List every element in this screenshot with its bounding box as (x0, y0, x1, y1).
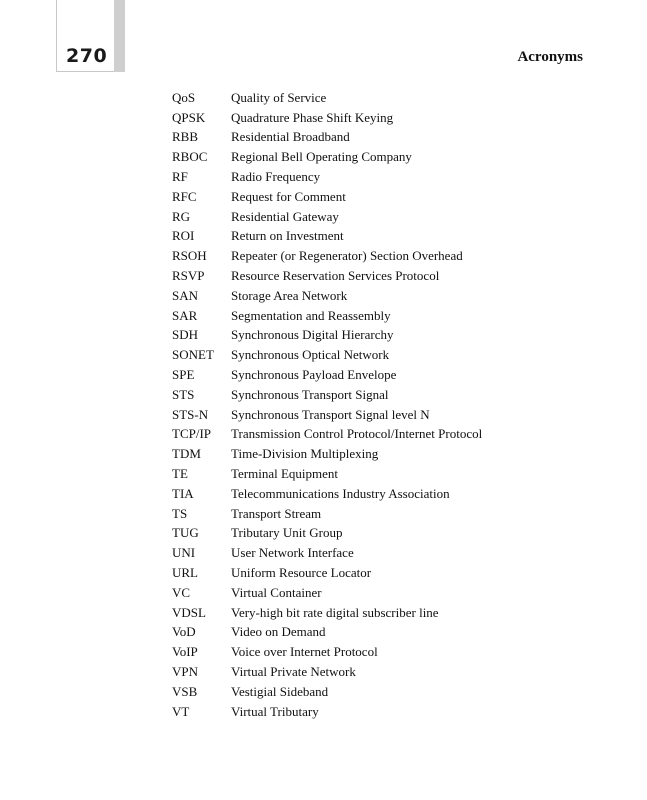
acronym-abbreviation: TCP/IP (172, 426, 212, 442)
acronym-row (172, 306, 482, 326)
acronym-definition: Time-Division Multiplexing (231, 446, 379, 462)
acronym-row (172, 543, 482, 563)
acronym-abbreviation: RF (172, 169, 188, 185)
acronym-definition: Tributary Unit Group (231, 525, 343, 541)
page-number-bar (114, 0, 125, 72)
acronym-row (172, 167, 482, 187)
acronym-abbreviation: RSOH (172, 248, 207, 264)
acronym-definition: Quadrature Phase Shift Keying (231, 109, 394, 125)
acronym-row (172, 524, 482, 544)
running-head: Acronyms (517, 49, 583, 65)
acronym-abbreviation: SPE (172, 367, 195, 383)
acronym-row (172, 662, 482, 682)
acronym-abbreviation: SDH (172, 327, 199, 343)
acronym-abbreviation: RBOC (172, 149, 208, 165)
acronym-abbreviation: TIA (172, 485, 194, 501)
acronym-abbreviation: QoS (172, 89, 196, 105)
acronym-row (172, 207, 482, 227)
acronym-definition: Video on Demand (231, 624, 326, 640)
acronym-abbreviation: STS-N (172, 406, 209, 422)
acronym-definition: Quality of Service (231, 89, 327, 105)
acronym-abbreviation: VSB (172, 683, 198, 699)
acronym-row (172, 504, 482, 524)
acronym-row (172, 365, 482, 385)
acronym-abbreviation: STS (172, 386, 195, 402)
acronym-abbreviation: TUG (172, 525, 199, 541)
acronym-definition: Vestigial Sideband (231, 683, 329, 699)
acronym-abbreviation: SAR (172, 307, 198, 323)
acronym-definition: Radio Frequency (231, 169, 321, 185)
acronym-definition: Synchronous Digital Hierarchy (231, 327, 394, 343)
acronym-abbreviation: TS (172, 505, 188, 521)
acronym-row (172, 108, 482, 128)
acronym-definition: Synchronous Transport Signal level N (231, 406, 430, 422)
acronym-definition: Virtual Tributary (231, 703, 319, 719)
acronym-definition: Synchronous Transport Signal (231, 386, 389, 402)
acronym-definition: Telecommunications Industry Association (231, 485, 450, 501)
acronym-row (172, 147, 482, 167)
acronym-abbreviation: UNI (172, 545, 196, 561)
acronym-abbreviation: SONET (172, 347, 214, 363)
acronym-row (172, 345, 482, 365)
acronym-definition: Terminal Equipment (231, 466, 339, 482)
acronym-row (172, 425, 482, 445)
acronym-definition: Virtual Private Network (231, 664, 356, 679)
acronym-abbreviation: QPSK (172, 109, 206, 125)
acronym-row (172, 702, 482, 722)
acronym-abbreviation: RBB (172, 129, 199, 145)
acronym-definition: Virtual Container (231, 584, 322, 600)
acronym-abbreviation: VPN (172, 664, 199, 679)
acronym-definition: Segmentation and Reassembly (231, 307, 391, 323)
acronym-row (172, 405, 482, 425)
acronym-definition: Synchronous Optical Network (231, 347, 390, 363)
acronym-row (172, 682, 482, 702)
acronym-definition: Residential Broadband (231, 129, 350, 145)
acronym-definition: Request for Comment (231, 188, 346, 204)
acronym-abbreviation: TE (172, 466, 188, 482)
acronym-row (172, 128, 482, 148)
acronym-row (172, 187, 482, 207)
acronym-abbreviation: RSVP (172, 268, 205, 284)
acronym-row (172, 563, 482, 583)
acronym-list (172, 88, 482, 722)
acronym-abbreviation: VoIP (172, 644, 198, 660)
acronym-abbreviation: VT (172, 703, 190, 719)
acronym-row (172, 88, 482, 108)
acronym-row (172, 286, 482, 306)
acronym-row (172, 642, 482, 662)
acronym-definition: Regional Bell Operating Company (231, 149, 412, 165)
acronym-definition: Uniform Resource Locator (231, 565, 372, 581)
acronym-row (172, 444, 482, 464)
acronym-row (172, 583, 482, 603)
acronym-abbreviation: VDSL (172, 604, 206, 620)
acronym-abbreviation: URL (172, 565, 198, 581)
acronym-row (172, 246, 482, 266)
acronym-abbreviation: VC (172, 584, 191, 600)
acronym-row (172, 603, 482, 623)
page-number: 270 (66, 45, 108, 67)
acronym-definition: Voice over Internet Protocol (231, 644, 378, 660)
acronym-definition: Return on Investment (231, 228, 344, 244)
acronym-definition: Very-high bit rate digital subscriber line (231, 604, 439, 620)
acronym-definition: Repeater (or Regenerator) Section Overhead (231, 248, 463, 264)
acronym-abbreviation: RFC (172, 188, 197, 204)
acronym-abbreviation: VoD (172, 624, 196, 640)
acronym-definition: Transport Stream (231, 505, 322, 521)
acronym-abbreviation: ROI (172, 228, 195, 244)
acronym-row (172, 484, 482, 504)
acronym-row (172, 464, 482, 484)
acronym-row (172, 326, 482, 346)
acronym-abbreviation: RG (172, 208, 191, 224)
acronym-definition: User Network Interface (231, 545, 354, 561)
acronym-definition: Storage Area Network (231, 287, 348, 303)
acronym-row (172, 385, 482, 405)
acronym-row (172, 266, 482, 286)
acronym-row (172, 227, 482, 247)
acronym-definition: Transmission Control Protocol/Internet Protocol (231, 426, 483, 442)
acronym-definition: Synchronous Payload Envelope (231, 367, 397, 383)
acronym-row (172, 623, 482, 643)
acronym-definition: Residential Gateway (231, 208, 339, 224)
acronym-definition: Resource Reservation Services Protocol (231, 268, 440, 284)
acronym-abbreviation: TDM (172, 446, 201, 462)
acronym-abbreviation: SAN (172, 287, 199, 303)
